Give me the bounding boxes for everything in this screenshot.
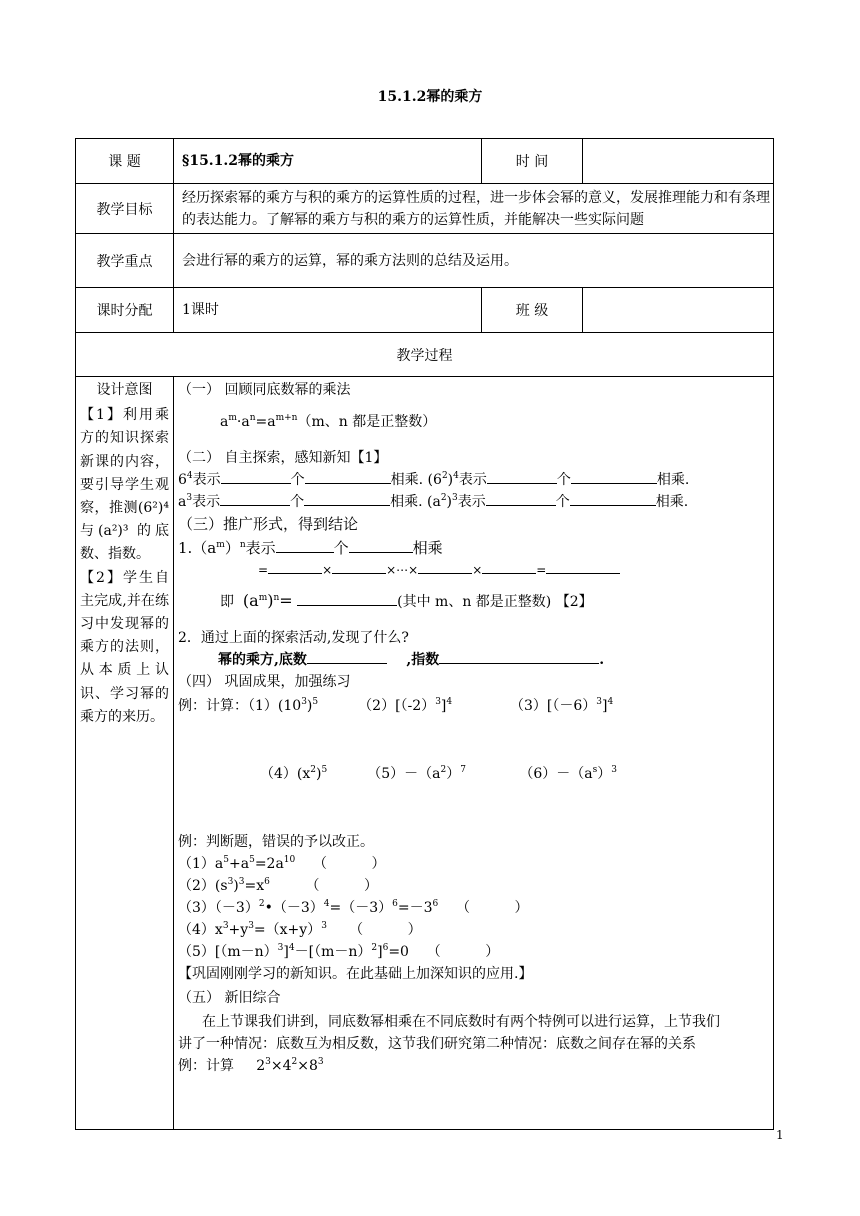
period-label: 课时分配 bbox=[76, 288, 174, 333]
explore-r2-text-a: 表示 bbox=[192, 494, 221, 510]
section-4: （四） 巩固成果，加强练习 bbox=[178, 674, 351, 690]
blank[interactable] bbox=[486, 491, 556, 506]
calc-row-1: 例：计算：$(1)(10^3)^5$ $(2)[(-2)^3]^4$ $(3)[(-6)^3]^4$ bbox=[178, 697, 614, 714]
example-last: 例：计算 $2^3\times 4^2\times 8^3$ bbox=[178, 1057, 324, 1074]
blank[interactable] bbox=[482, 561, 536, 574]
q1-text-b: 个 bbox=[333, 539, 349, 557]
blank[interactable] bbox=[276, 538, 334, 553]
blank[interactable] bbox=[487, 469, 557, 484]
paragraph-line-2: 讲了一种情况：底数互为相反数，这节我们研究第二种情况：底数之间存在幂的关系 bbox=[178, 1036, 696, 1052]
q1-mid: ） bbox=[224, 539, 240, 557]
explore-row-2: $a^3$表示 个 相乘. $(a^2)^3$表示 个 相乘. bbox=[178, 493, 689, 510]
question-2: 2．通过上面的探索活动,发现了什么? bbox=[178, 630, 409, 646]
explore-r1-text-b2: 个 bbox=[556, 472, 571, 488]
blank[interactable] bbox=[304, 491, 390, 506]
time-value bbox=[583, 139, 774, 184]
blank[interactable] bbox=[221, 469, 291, 484]
explore-r1-text-c2: 相乘. bbox=[656, 472, 690, 488]
section-3: （三）推广形式，得到结论 bbox=[178, 515, 359, 533]
goal-value: 经历探索幂的乘方与积的乘方的运算性质的过程，进一步体会幂的意义，发展推理能力和有条理的表达能力。了解幂的乘方与积的乘方的运算性质，并能解决一些实际问题 bbox=[174, 184, 774, 234]
expansion-line: = × ×⋯× × = bbox=[258, 561, 620, 577]
ji-note: (其中 m、n 都是正整数) 【2】 bbox=[397, 594, 593, 610]
row-process bbox=[76, 333, 774, 377]
class-label: 班 级 bbox=[482, 288, 583, 333]
topic-label: 课 题 bbox=[76, 139, 174, 184]
row-focus bbox=[76, 234, 774, 288]
judge-5: $(5)[(m-n)^3]^4-[(m-n)^2]^6=0$ （ ） bbox=[178, 943, 500, 960]
rule-line: 幂的乘方,底数 ,指数 . bbox=[218, 649, 604, 669]
judge-1: $(1)a^5+a^5=2a^{10}$ （ ） bbox=[178, 855, 386, 872]
judge-4: $(4)x^3+y^3=(x+y)^3$ （ ） bbox=[178, 921, 422, 938]
explore-r2-text-b2: 个 bbox=[555, 494, 570, 510]
formula-suffix: （m、n 都是正整数） bbox=[297, 414, 437, 430]
class-value bbox=[583, 288, 774, 333]
sidebar-header: 设计意图 bbox=[96, 382, 153, 398]
lesson-plan-table bbox=[75, 138, 774, 1130]
row-content bbox=[76, 377, 774, 1130]
conclusion-line: 即 $(a^m)^n=$ (其中 m、n 都是正整数) 【2】 bbox=[220, 591, 593, 610]
rule-base-text: 幂的乘方,底数 bbox=[218, 652, 307, 668]
question-1: $1.(a^m)^n$表示 个 相乘 bbox=[178, 539, 443, 557]
explore-r1-text-c: 相乘. bbox=[390, 472, 424, 488]
page-title: 15.1.2幂的乘方 bbox=[377, 89, 483, 105]
blank[interactable] bbox=[571, 469, 657, 484]
example-last-label: 例：计算 bbox=[178, 1058, 234, 1074]
explore-r2-text-a2: 表示 bbox=[457, 494, 486, 510]
blank[interactable] bbox=[418, 561, 472, 574]
paragraph-line-1: 在上节课我们讲到，同底数幂相乘在不同底数时有两个特例可以进行运算，上节我们 bbox=[202, 1014, 720, 1030]
judge-title: 例：判断题，错误的予以改正。 bbox=[178, 834, 374, 850]
section-1: （一） 回顾同底数幂的乘法 bbox=[178, 382, 351, 398]
blank[interactable] bbox=[305, 469, 391, 484]
focus-label: 教学重点 bbox=[76, 234, 174, 288]
section-5: （五） 新旧综合 bbox=[178, 990, 281, 1006]
sidebar bbox=[76, 377, 174, 1130]
explore-r1-text-a2: 表示 bbox=[458, 472, 487, 488]
section-2: （二） 自主探索，感知新知【1】 bbox=[178, 450, 388, 466]
content-area bbox=[174, 377, 774, 1130]
q1-text-c: 相乘 bbox=[412, 539, 443, 557]
explore-r1-text-a: 表示 bbox=[192, 472, 221, 488]
judge-2: $(2)(s^3)^3=x^6$ （ ） bbox=[178, 877, 378, 894]
blank[interactable] bbox=[439, 649, 599, 664]
explore-r1-text-b: 个 bbox=[290, 472, 305, 488]
q1-prefix: 1.（a bbox=[178, 539, 217, 557]
calc-row-2: $(4)(x^2)^5$ $(5)-(a^2)^7$ $(6)-(a^s)^3$ bbox=[260, 765, 617, 782]
row-period bbox=[76, 288, 774, 333]
blank[interactable] bbox=[297, 591, 397, 606]
blank[interactable] bbox=[546, 561, 620, 574]
explore-row-1: $6^4$表示 个 相乘. $(6^2)^4$表示 个 相乘. bbox=[178, 471, 690, 488]
blank[interactable] bbox=[220, 491, 290, 506]
process-label: 教学过程 bbox=[76, 333, 774, 377]
blank[interactable] bbox=[268, 561, 322, 574]
blank[interactable] bbox=[349, 538, 413, 553]
focus-value: 会进行幂的乘方的运算，幂的乘方法则的总结及运用。 bbox=[174, 234, 774, 288]
sidebar-note-1: 【1】利用乘方的知识探索新课的内容，要引导学生观察，推测(6²)⁴与(a²)³ 的底数、指数。 bbox=[80, 407, 169, 563]
ji-label: 即 bbox=[220, 594, 234, 610]
sidebar-note-2: 【2】学生自主完成,并在练习中发现幂的乘方的法则，从本质上认识、学习幂的乘方的来历。 bbox=[80, 569, 169, 725]
period-value: 1课时 bbox=[174, 288, 482, 333]
page-number: 1 bbox=[776, 1128, 784, 1142]
topic-value: §15.1.2幂的乘方 bbox=[174, 139, 482, 184]
rule-exp-text: ,指数 bbox=[406, 652, 440, 668]
goal-label: 教学目标 bbox=[76, 184, 174, 234]
blank[interactable] bbox=[570, 491, 656, 506]
blank[interactable] bbox=[332, 561, 386, 574]
explore-r2-text-c2: 相乘. bbox=[655, 494, 689, 510]
explore-r2-text-c: 相乘. bbox=[390, 494, 423, 510]
q1-text-a: 表示 bbox=[245, 539, 276, 557]
row-goal bbox=[76, 184, 774, 234]
time-label: 时 间 bbox=[482, 139, 583, 184]
consolidate-note: 【巩固刚刚学习的新知识。在此基础上加深知识的应用.】 bbox=[178, 966, 533, 982]
blank[interactable] bbox=[307, 649, 387, 664]
explore-r2-text-b: 个 bbox=[290, 494, 305, 510]
formula-review: $a^m\cdot a^n=a^{m+n}(m$、n 都是正整数） bbox=[220, 413, 437, 430]
judge-3: $(3)(-3)^2•(-3)^4=(-3)^6=-3^6$ （ ） bbox=[178, 899, 529, 916]
calc-label: 例：计算： bbox=[178, 698, 248, 714]
row-topic bbox=[76, 139, 774, 184]
